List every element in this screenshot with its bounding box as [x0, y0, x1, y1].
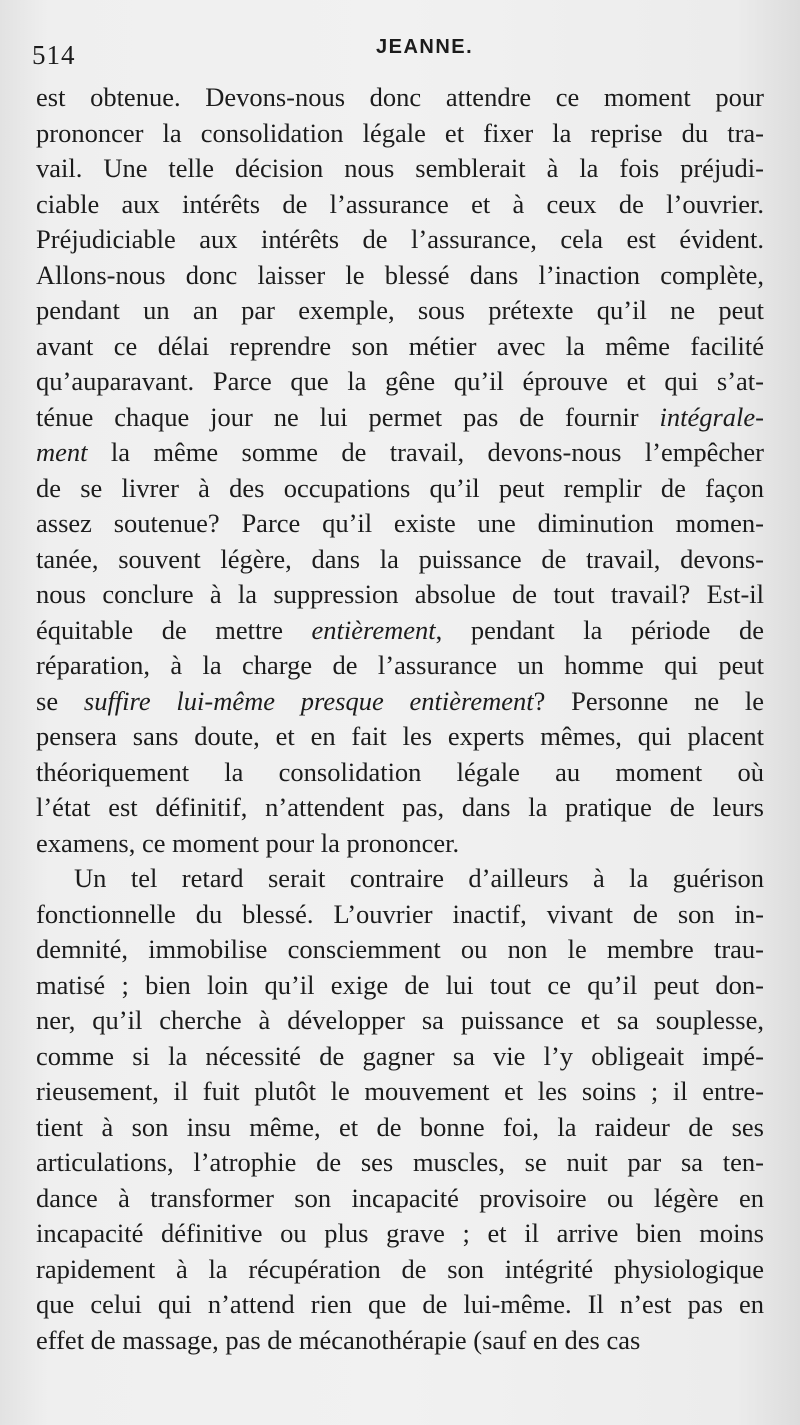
text-run: ner, qu’il cherche à développer sa puissance et sa souplesse, — [36, 1005, 764, 1035]
text-run: fonctionnelle du blessé. L’ouvrier inactif, vivant de son in- — [36, 898, 764, 929]
italic-text: ment — [36, 437, 88, 467]
text-run: effet de massage, pas de mécanothérapie (sauf en des cas — [36, 1324, 641, 1355]
text-line — [36, 861, 764, 897]
italic-text: intégrale- — [659, 401, 764, 432]
text-line — [36, 968, 764, 1004]
text-line — [36, 471, 764, 507]
text-line — [36, 542, 764, 578]
text-line — [36, 1216, 764, 1252]
text-run: dance à transformer son incapacité provisoire ou légère en — [36, 1182, 764, 1213]
text-run: vail. Une telle décision nous semblerait à la fois préjudi- — [36, 153, 764, 183]
text-run: la même somme de travail, devons-nous l’empêcher — [87, 437, 764, 467]
page-header — [30, 32, 760, 72]
text-run: ciable aux intérêts de l’assurance et à ceux de l’ouvrier. — [36, 188, 764, 219]
text-run: incapacité définitive ou plus grave ; et il arrive bien moins — [36, 1218, 764, 1248]
text-run: pensera sans doute, et en fait les experts mêmes, qui placent — [36, 721, 764, 751]
text-run: Préjudiciable aux intérêts de l’assurance, cela est évident. — [36, 224, 764, 254]
text-line — [36, 1323, 764, 1359]
text-run: Un tel retard serait contraire d’ailleurs à la guérison — [74, 863, 764, 893]
body-text — [36, 80, 764, 1358]
text-run: ? Personne ne le — [533, 685, 764, 716]
text-line — [36, 1039, 764, 1075]
text-run: qu’auparavant. Parce que la gêne qu’il éprouve et qui s’at- — [36, 366, 764, 396]
text-run: articulations, l’atrophie de ses muscles, se nuit par sa ten- — [36, 1147, 764, 1177]
text-run: pendant un an par exemple, sous prétexte qu’il ne peut — [36, 295, 764, 325]
text-run: de se livrer à des occupations qu’il peut remplir de façon — [36, 472, 764, 503]
italic-text: entièrement — [311, 614, 436, 645]
text-line — [36, 1074, 764, 1110]
text-line — [36, 1110, 764, 1146]
page-number: 514 — [32, 40, 76, 70]
text-run: se — [36, 685, 84, 716]
text-line — [36, 648, 764, 684]
text-line — [36, 187, 764, 223]
text-line — [36, 684, 764, 720]
text-run: prononcer la consolidation légale et fixer la reprise du tra- — [36, 117, 764, 148]
text-run: Allons-nous donc laisser le blessé dans l’inaction complète, — [36, 259, 764, 290]
text-line — [36, 293, 764, 329]
text-run: est obtenue. Devons-nous donc attendre ce moment pour — [36, 82, 764, 112]
text-line — [36, 790, 764, 826]
running-head: JEANNE. — [376, 36, 474, 58]
text-line — [36, 506, 764, 542]
text-run: l’état est définitif, n’attendent pas, dans la pratique de leurs — [36, 792, 764, 822]
text-line — [36, 116, 764, 152]
text-run: tient à son insu même, et de bonne foi, la raideur de ses — [36, 1111, 764, 1142]
italic-text: suffire lui-même presque entièrement — [83, 685, 534, 716]
text-line — [36, 151, 764, 187]
text-line — [36, 329, 764, 365]
text-run: tanée, souvent légère, dans la puissance de travail, devons- — [36, 543, 764, 574]
text-line — [36, 364, 764, 400]
text-line — [36, 755, 764, 791]
text-run: , pendant la période de — [435, 614, 765, 645]
text-run: assez soutenue? Parce qu’il existe une diminution momen- — [36, 508, 764, 538]
text-run: théoriquement la consolidation légale au moment où — [36, 756, 764, 787]
text-run: demnité, immobilise consciemment ou non le membre trau- — [36, 934, 764, 964]
text-line — [36, 258, 764, 294]
text-line — [36, 1145, 764, 1181]
text-line — [36, 222, 764, 258]
text-run: équitable de mettre — [36, 614, 312, 645]
text-run: ténue chaque jour ne lui permet pas de fournir — [36, 401, 660, 432]
text-line — [36, 932, 764, 968]
text-line — [36, 719, 764, 755]
text-run: comme si la nécessité de gagner sa vie l’y obligeait impé- — [36, 1040, 764, 1071]
text-line — [36, 1287, 764, 1323]
text-run: matisé ; bien loin qu’il exige de lui tout ce qu’il peut don- — [36, 969, 764, 1000]
text-run: rapidement à la récupération de son intégrité physiologique — [36, 1253, 764, 1284]
text-line — [36, 613, 764, 649]
text-line — [36, 1181, 764, 1217]
text-run: nous conclure à la suppression absolue de tout travail? Est-il — [36, 579, 764, 609]
text-line — [36, 80, 764, 116]
text-run: rieusement, il fuit plutôt le mouvement et les soins ; il entre- — [36, 1076, 764, 1106]
text-line — [36, 1252, 764, 1288]
text-run: réparation, à la charge de l’assurance un homme qui peut — [36, 650, 764, 680]
text-line — [36, 435, 764, 471]
text-run: examens, ce moment pour la prononcer. — [36, 827, 460, 858]
text-line — [36, 400, 764, 436]
text-line — [36, 1003, 764, 1039]
text-run: que celui qui n’attend rien que de lui-même. Il n’est pas en — [36, 1289, 764, 1319]
text-line — [36, 897, 764, 933]
text-line — [36, 577, 764, 613]
text-run: avant ce délai reprendre son métier avec la même facilité — [36, 330, 764, 361]
text-line — [36, 826, 764, 862]
